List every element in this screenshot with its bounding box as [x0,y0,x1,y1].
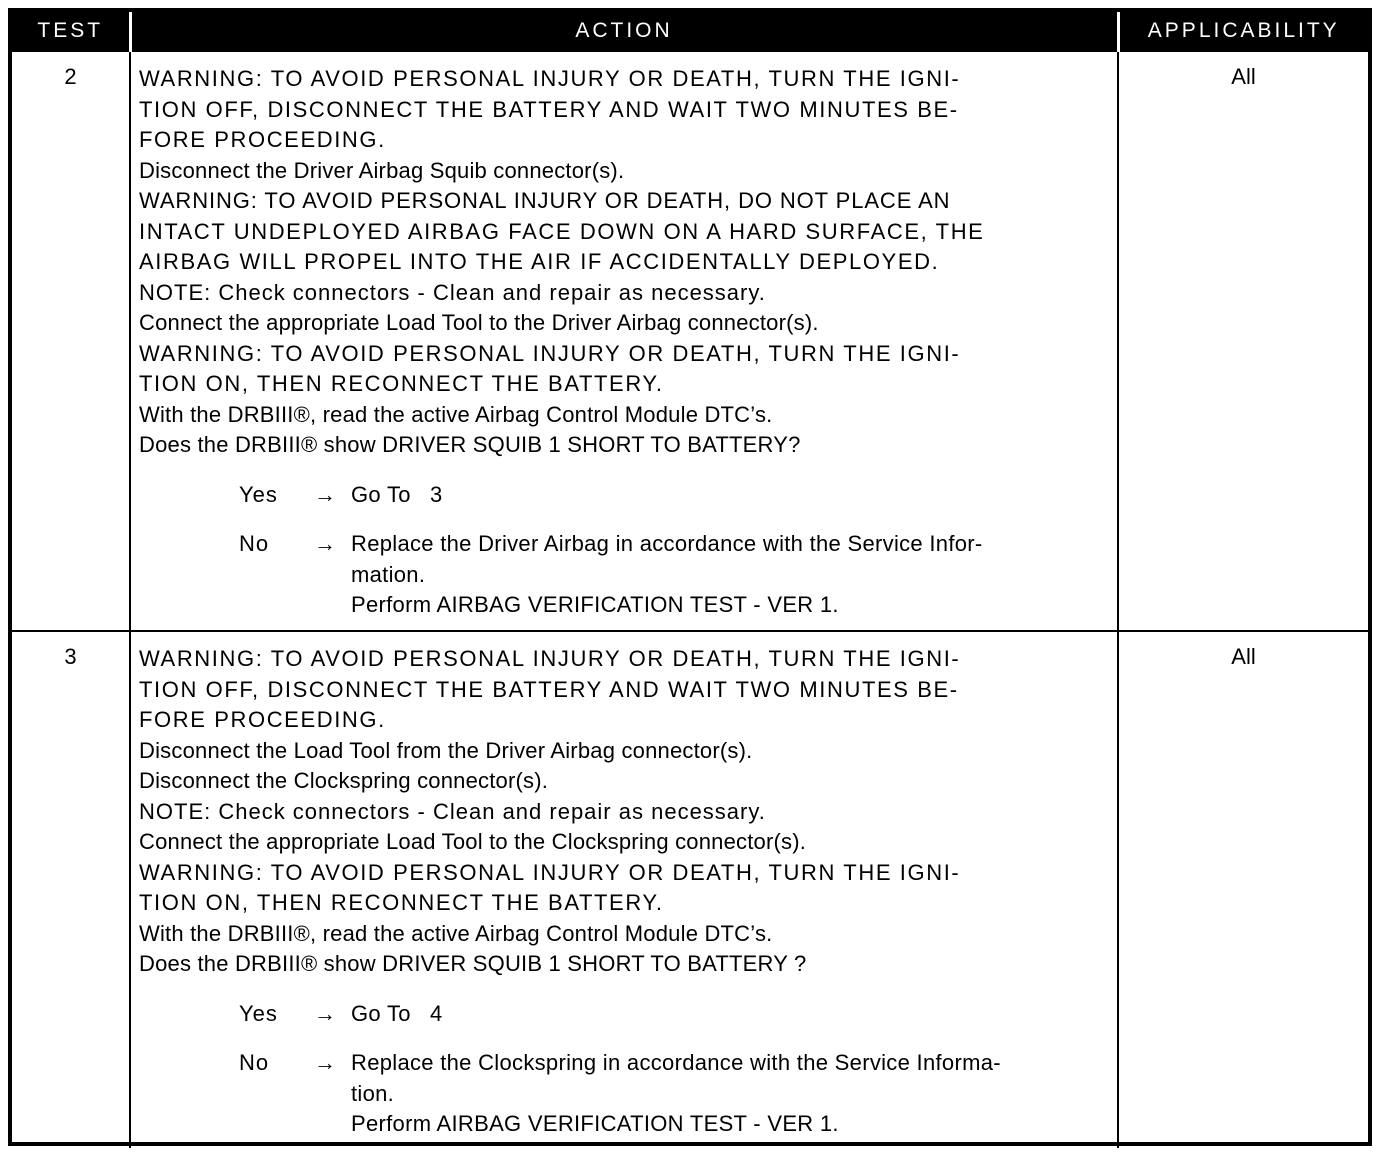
action-line: FORE PROCEEDING. [139,127,386,152]
action-line: WARNING: TO AVOID PERSONAL INJURY OR DEATH, TURN THE IGNI- [139,646,961,671]
no-text-line: tion. [351,1080,395,1106]
no-text-line: Replace the Clockspring in accordance with the Service Informa- [351,1050,1001,1075]
yes-action [351,480,1111,511]
action-line: WARNING: TO AVOID PERSONAL INJURY OR DEATH, DO NOT PLACE AN [139,188,951,213]
action-line: TION OFF, DISCONNECT THE BATTERY AND WAIT TWO MINUTES BE- [139,676,959,702]
yes-label: Yes [239,1000,278,1026]
header-test: TEST [12,12,130,51]
test-row-3 [12,631,1368,1148]
no-action [351,1048,1111,1140]
action-line: NOTE: Check connectors - Clean and repair as necessary. [139,798,766,824]
header-action: ACTION [130,12,1118,51]
right-arrow-icon: → [314,531,336,556]
no-label: No [239,1050,270,1075]
action-line: Connect the appropriate Load Tool to the Clockspring connector(s). [139,829,807,854]
action-line: With the DRBIII®, read the active Airbag Control Module DTC’s. [139,401,773,427]
answer-yes [139,480,1111,511]
action-line: TION ON, THEN RECONNECT THE BATTERY. [139,890,664,915]
yes-label: Yes [239,481,278,507]
no-label: No [239,531,270,556]
no-text-line: Perform AIRBAG VERIFICATION TEST - VER 1. [351,592,839,617]
action-line: Connect the appropriate Load Tool to the Driver Airbag connector(s). [139,310,819,335]
action-cell [130,51,1118,631]
action-line: FORE PROCEEDING. [139,707,386,732]
right-arrow-icon: → [314,1050,336,1075]
header-row [12,12,1368,51]
action-line: Disconnect the Driver Airbag Squib connector(s). [139,157,625,183]
action-line: AIRBAG WILL PROPEL INTO THE AIR IF ACCIDENTALLY DEPLOYED. [139,249,940,274]
test-table [12,12,1368,1148]
applicability-value: All [1118,51,1368,631]
action-line: WARNING: TO AVOID PERSONAL INJURY OR DEATH, TURN THE IGNI- [139,859,961,885]
no-text-line: mation. [351,561,426,587]
action-line: Disconnect the Clockspring connector(s). [139,768,549,793]
action-line: Does the DRBIII® show DRIVER SQUIB 1 SHORT TO BATTERY? [139,432,801,457]
no-text-line: Replace the Driver Airbag in accordance with the Service Infor- [351,531,983,556]
action-line: WARNING: TO AVOID PERSONAL INJURY OR DEATH, TURN THE IGNI- [139,340,961,366]
action-line: INTACT UNDEPLOYED AIRBAG FACE DOWN ON A HARD SURFACE, THE [139,218,985,244]
action-line: NOTE: Check connectors - Clean and repair as necessary. [139,279,766,305]
no-text-line: Perform AIRBAG VERIFICATION TEST - VER 1. [351,1111,839,1136]
test-row-2 [12,51,1368,631]
action-line: WARNING: TO AVOID PERSONAL INJURY OR DEATH, TURN THE IGNI- [139,66,961,91]
action-line: TION OFF, DISCONNECT THE BATTERY AND WAIT TWO MINUTES BE- [139,96,959,122]
yes-text: Go To 4 [351,1000,443,1026]
action-line: Does the DRBIII® show DRIVER SQUIB 1 SHORT TO BATTERY ? [139,951,807,976]
yes-text: Go To 3 [351,481,443,507]
applicability-value: All [1118,631,1368,1148]
right-arrow-icon: → [314,481,336,507]
test-number: 2 [12,51,130,631]
action-cell [130,631,1118,1148]
yes-action [351,999,1111,1030]
header-applicability: APPLICABILITY [1118,12,1368,51]
no-action [351,529,1111,621]
diagnostic-test-table [8,8,1372,1146]
answer-no [139,529,1111,621]
action-line: Disconnect the Load Tool from the Driver Airbag connector(s). [139,737,753,763]
answer-yes [139,999,1111,1030]
test-number: 3 [12,631,130,1148]
right-arrow-icon: → [314,1000,336,1026]
answer-no [139,1048,1111,1140]
action-line: TION ON, THEN RECONNECT THE BATTERY. [139,371,664,396]
action-line: With the DRBIII®, read the active Airbag Control Module DTC’s. [139,920,773,946]
